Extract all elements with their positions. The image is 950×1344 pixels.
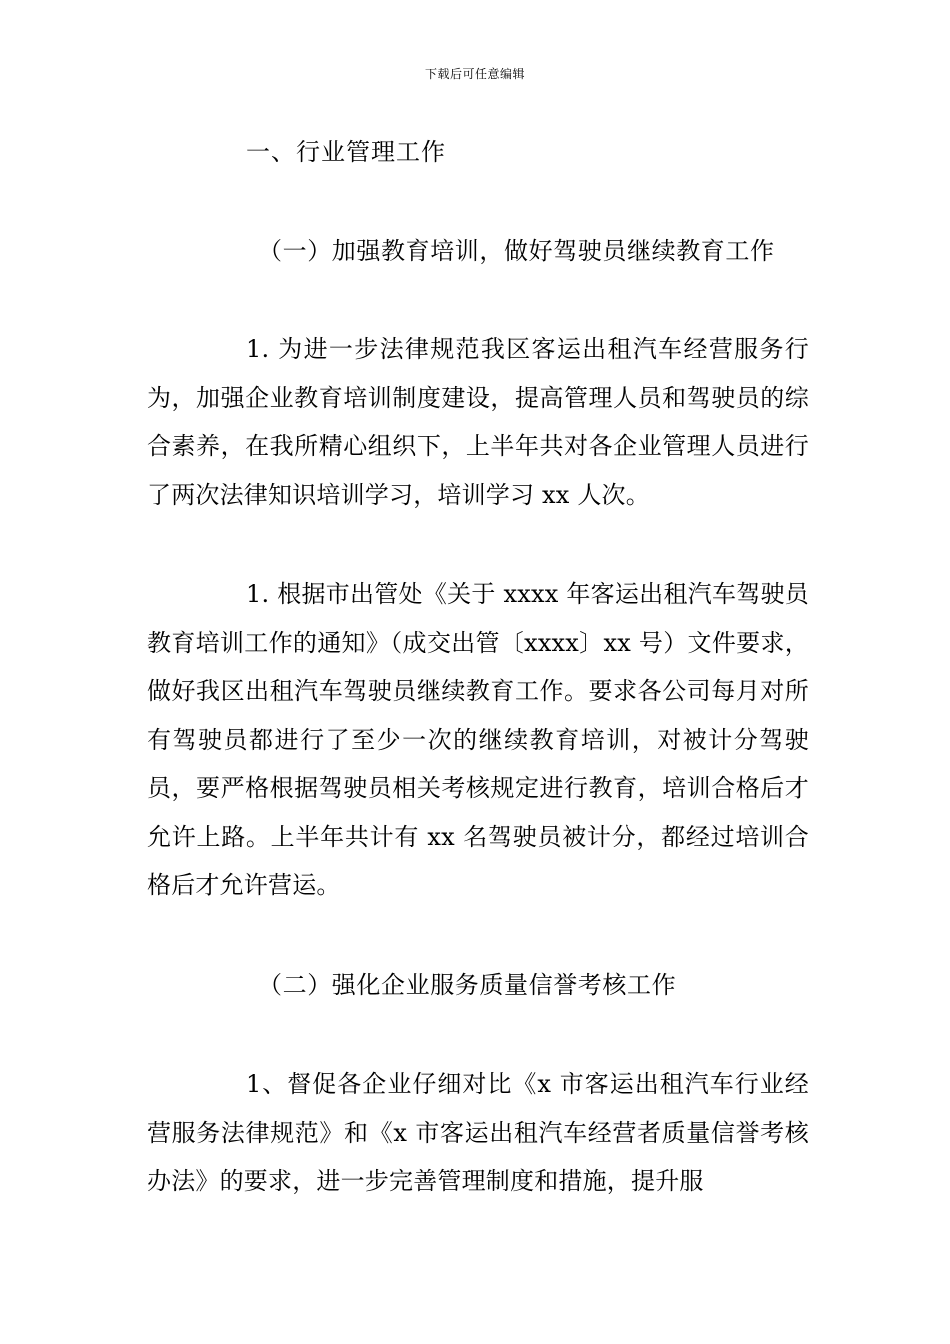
subsection-title-2: （二）强化企业服务质量信誉考核工作 <box>258 970 677 999</box>
page-header-note: 下载后可任意编辑 <box>424 67 525 81</box>
document-body <box>147 128 809 1206</box>
section-title: 一、行业管理工作 <box>246 138 446 166</box>
paragraph-3: 1、督促各企业仔细对比《x 市客运出租汽车行业经营服务法律规范》和《x 市客运出租汽车经营者质量信誉考核办法》的要求，进一步完善管理制度和措施，提升服 <box>147 1070 809 1195</box>
paragraph-1: 1. 为进一步法律规范我区客运出租汽车经营服务行为，加强企业教育培训制度建设，提高管理人员和驾驶员的综合素养，在我所精心组织下，上半年共对各企业管理人员进行了两次法律知识培训学习，培训学习 xx 人次。 <box>147 335 809 509</box>
subsection-title-1: （一）加强教育培训，做好驾驶员继续教育工作 <box>258 236 775 265</box>
paragraph-2: 1. 根据市出管处《关于 xxxx 年客运出租汽车驾驶员教育培训工作的通知》（成交出管〔xxxx〕xx 号）文件要求，做好我区出租汽车驾驶员继续教育工作。要求各公司每月对所有驾驶员都进行了至少一次的继续教育培训，对被计分驾驶员，要严格根据驾驶员相关考核规定进行教育，培训合格后才允许上路。上半年共计有 xx 名驾驶员被计分，都经过培训合格后才允许营运。 <box>147 580 809 899</box>
